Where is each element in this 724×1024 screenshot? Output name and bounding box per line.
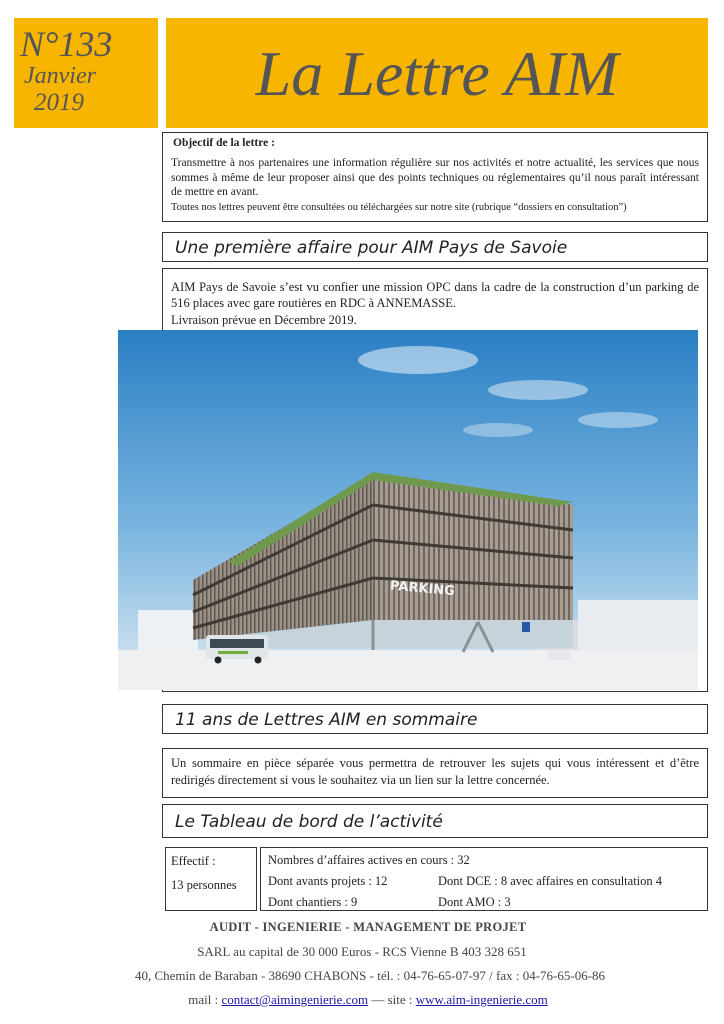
issue-number: N°133 [20,24,113,64]
dce-projects: Dont DCE : 8 avec affaires en consultation 4 [438,874,663,888]
pre-projects: Dont avants projets : 12 [268,874,388,888]
footer-contact [6,992,724,1008]
parking-sign: PARKING [389,578,456,600]
title-banner [166,18,708,128]
parking-rendering-image [118,330,698,690]
footer-company: SARL au capital de 30 000 Euros - RCS Vienne B 403 328 651 [197,944,527,959]
article1-text: AIM Pays de Savoie s’est vu confier une mission OPC dans la cadre de la construction d’un parking de 516 places avec gare routières en RDC à ANNEMASSE. [171,280,699,311]
objective-box [162,132,708,222]
amo-projects: Dont AMO : 3 [438,895,511,909]
staff-value: 13 personnes [171,877,237,892]
active-projects: Nombres d’affaires actives en cours : 32 [268,853,470,867]
website-link[interactable]: www.aim-ingenierie.com [415,992,548,1007]
newsletter-title: La Lettre AIM [255,38,619,109]
article2-box: Un sommaire en pièce séparée vous permettra de retrouver les sujets qui vous intéressent et d’être redirigés directement si vous le souhaitez via un lien sur la lettre concernée. [162,748,708,798]
footer-tagline: AUDIT - INGENIERIE - MANAGEMENT DE PROJET [209,920,527,934]
site-projects: Dont chantiers : 9 [268,895,358,909]
projects-box [260,847,708,911]
dashboard-heading: Le Tableau de bord de l’activité [162,804,708,838]
issue-month: Janvier [24,63,96,89]
parking-rendering-svg [118,330,698,690]
issue-year: 2019 [34,89,84,116]
staff-label: Effectif : [171,854,216,868]
article2-heading: 11 ans de Lettres AIM en sommaire [162,704,708,734]
objective-label: Objectif de la lettre : [173,137,275,149]
stat-row-1 [268,871,700,892]
footer-address: 40, Chemin de Baraban - 38690 CHABONS - tél. : 04-76-65-07-97 / fax : 04-76-65-06-86 [134,968,606,983]
stat-row-2 [268,892,700,913]
staff-box [165,847,257,911]
mail-label: mail : [188,992,222,1007]
objective-text: Transmettre à nos partenaires une information régulière sur nos activités et notre actualité, les services que nous sommes à même de leur proposer ainsi que des points techniques ou réglementaires qu’il nous paraît intéressant de mettre en avant. [171,157,699,199]
email-link[interactable]: contact@aimingenierie.com [221,992,369,1007]
issue-banner [14,18,158,128]
objective-note: Toutes nos lettres peuvent être consultées ou téléchargées sur notre site (rubrique “dossiers en consultation”) [171,201,627,213]
article1-heading: Une première affaire pour AIM Pays de Savoie [162,232,708,262]
site-separator: — site : [368,992,416,1007]
article1-delivery: Livraison prévue en Décembre 2019. [171,312,357,327]
